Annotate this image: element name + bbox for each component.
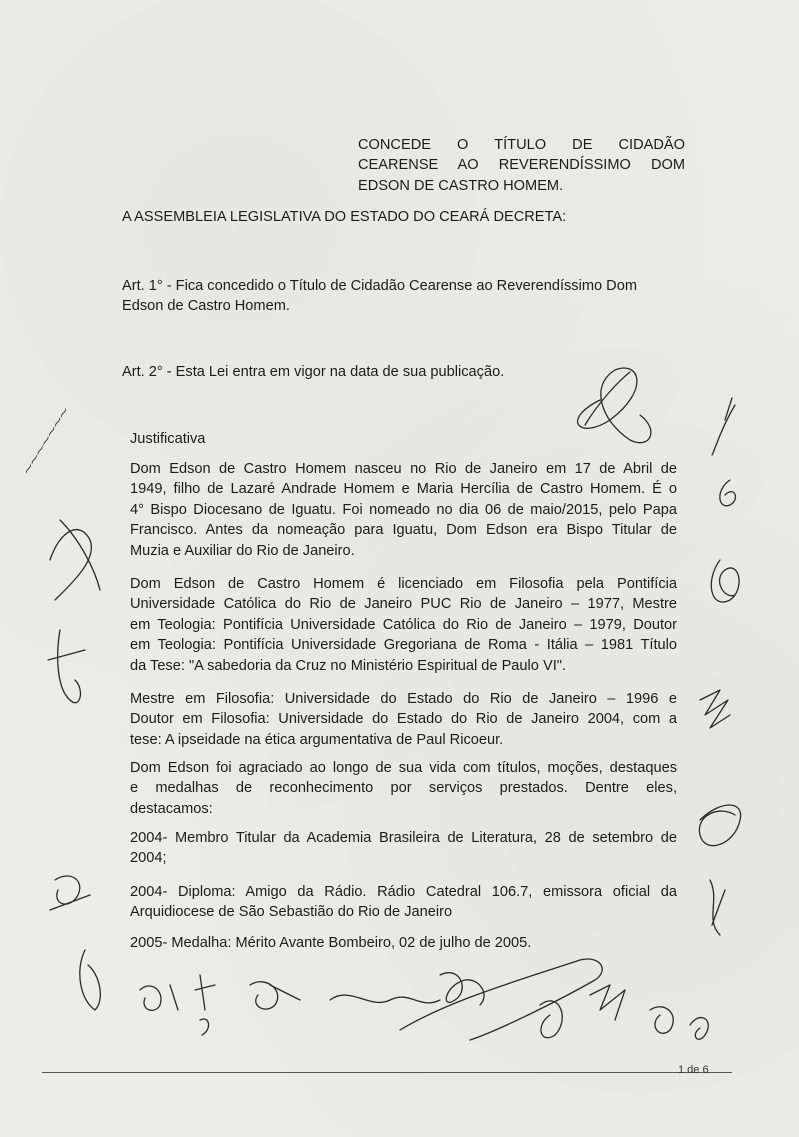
paragraph-line: em Teologia: Pontifícia Universidade Gregoriana de Roma - Itália – 1981 Título bbox=[130, 637, 677, 654]
paragraph-line: Dom Edson de Castro Homem nasceu no Rio de Janeiro em 17 de Abril de bbox=[130, 461, 677, 477]
paragraph-line: Francisco. Antes da nomeação para Iguatu, Dom Edson era Bispo Titular de bbox=[130, 522, 677, 539]
margin-handwriting: ⁓⁓⁓⁓⁓⁓⁓ bbox=[20, 404, 72, 477]
signature-scribble bbox=[690, 1018, 708, 1040]
signature-scribble bbox=[710, 880, 725, 935]
paragraph-line: destacamos: bbox=[130, 800, 213, 817]
justificativa-paragraph bbox=[130, 882, 677, 923]
signature-scribble bbox=[590, 985, 625, 1020]
signature-scribble bbox=[699, 805, 740, 846]
article-line: Art. 1° - Fica concedido o Título de Cidadão Cearense ao Reverendíssimo Dom bbox=[122, 278, 637, 294]
page-number: 1 de 6 bbox=[678, 1064, 709, 1076]
signature-scribble bbox=[400, 959, 602, 1040]
signature-scribble bbox=[48, 630, 85, 703]
article-2 bbox=[122, 362, 542, 382]
signature-scribble bbox=[50, 876, 90, 910]
paragraph-line: 2004- Membro Titular da Academia Brasileira de Literatura, 28 de setembro de bbox=[130, 830, 677, 846]
ementa-line: CEARENSE AO REVERENDÍSSIMO DOM bbox=[358, 157, 685, 174]
signature-scribble bbox=[50, 520, 100, 600]
paragraph-line: Mestre em Filosofia: Universidade do Estado do Rio de Janeiro – 1996 e bbox=[130, 691, 677, 707]
ementa bbox=[358, 135, 685, 196]
paragraph-line: Universidade Católica do Rio de Janeiro PUC Rio de Janeiro – 1977, Mestre bbox=[130, 596, 677, 613]
paragraph-line: 2004; bbox=[130, 850, 167, 867]
paragraph-line: em Teologia: Pontifícia Universidade Católica do Rio de Janeiro – 1979, Doutor bbox=[130, 616, 677, 633]
article-1 bbox=[122, 276, 682, 317]
signature-scribble bbox=[440, 973, 484, 1005]
paragraph-line: 2004- Diploma: Amigo da Rádio. Rádio Catedral 106.7, emissora oficial da bbox=[130, 884, 677, 900]
paragraph-line: Doutor em Filosofia: Universidade do Estado do Rio de Janeiro 2004, com a bbox=[130, 711, 677, 728]
signature-scribble bbox=[330, 995, 440, 1003]
signature-scribble bbox=[711, 560, 739, 602]
justificativa-paragraph bbox=[130, 574, 677, 676]
justificativa-paragraph bbox=[130, 689, 677, 750]
paragraph-line: Arquidiocese de São Sebastião do Rio de Janeiro bbox=[130, 904, 453, 921]
paragraph-line: 4° Bispo Diocesano de Iguatu. Foi nomeado no dia 06 de maio/2015, pelo Papa bbox=[130, 501, 677, 518]
signature-scribble bbox=[250, 982, 300, 1009]
signature-scribble bbox=[540, 1001, 562, 1038]
justificativa-title: Justificativa bbox=[130, 431, 206, 447]
signature-scribble bbox=[585, 372, 630, 425]
justificativa-paragraph bbox=[130, 828, 677, 869]
paragraph-line: 2005- Medalha: Mérito Avante Bombeiro, 02 de julho de 2005. bbox=[130, 935, 532, 951]
signature-scribble bbox=[578, 368, 651, 443]
paragraph-line: Dom Edson de Castro Homem é licenciado em Filosofia pela Pontifícia bbox=[130, 576, 677, 592]
signature-scribble bbox=[80, 950, 101, 1010]
signature-scribble bbox=[712, 398, 735, 455]
signature-scribble bbox=[720, 480, 736, 506]
ementa-line: CONCEDE O TÍTULO DE CIDADÃO bbox=[358, 137, 685, 153]
paragraph-line: e medalhas de reconhecimento por serviços prestados. Dentre eles, bbox=[130, 780, 677, 797]
signature-scribble bbox=[140, 985, 178, 1010]
paragraph-line: da Tese: "A sabedoria da Cruz no Ministério Espiritual de Paulo VI". bbox=[130, 657, 566, 674]
paragraph-line: tese: A ipseidade na ética argumentativa de Paul Ricoeur. bbox=[130, 731, 504, 748]
ementa-line: EDSON DE CASTRO HOMEM. bbox=[358, 177, 564, 194]
signature-scribble bbox=[650, 1007, 673, 1034]
paragraph-line: Dom Edson foi agraciado ao longo de sua vida com títulos, moções, destaques bbox=[130, 760, 677, 776]
article-line: Art. 2° - Esta Lei entra em vigor na data de sua publicação. bbox=[122, 364, 505, 380]
justificativa-paragraph bbox=[130, 758, 677, 819]
signature-scribble bbox=[700, 690, 730, 728]
footer-rule bbox=[42, 1072, 732, 1073]
article-line: Edson de Castro Homem. bbox=[122, 298, 290, 315]
signature-scribble bbox=[195, 975, 215, 1035]
justificativa-paragraph bbox=[130, 933, 677, 953]
paragraph-line: 1949, filho de Lazaré Andrade Homem e Maria Hercília de Castro Homem. É o bbox=[130, 481, 677, 498]
justificativa-paragraph bbox=[130, 459, 677, 561]
paragraph-line: Muzia e Auxiliar do Rio de Janeiro. bbox=[130, 542, 355, 559]
decreta-heading: A ASSEMBLEIA LEGISLATIVA DO ESTADO DO CEARÁ DECRETA: bbox=[122, 209, 567, 225]
